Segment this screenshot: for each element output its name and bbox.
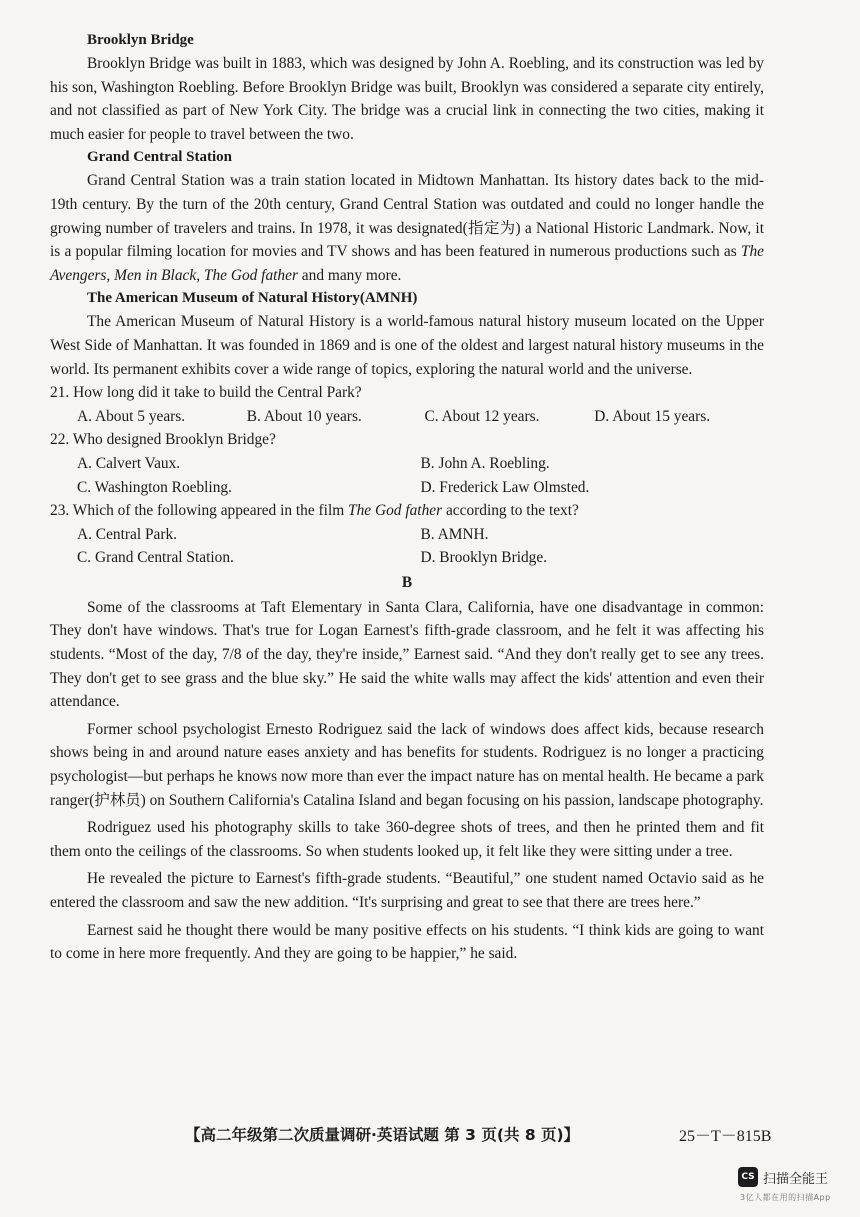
heading-brooklyn-bridge: Brooklyn Bridge <box>87 32 194 48</box>
section-b-label: B <box>401 573 413 591</box>
heading-grand-central: Grand Central Station <box>87 149 233 166</box>
paragraph-b1: Some of the classrooms at Taft Elementary in Santa Clara, California, have one disadvantage in common: They don't have windows. That's true for Logan Earnest's fifth-grade classroom, and he felt it was affecting his students. “Most of the day, 7/8 of the day, they're inside,” Earnest said. “And they don't really get to see any trees. They don't get to see grass and the blue sky.” He said the white walls may affect the kids' attention and even their attendance. <box>50 598 764 711</box>
paragraph-b2: Former school psychologist Ernesto Rodriguez said the lack of windows does affect kids, because research shows being in and around nature eases anxiety and has benefits for students. Rodriguez is no longer a practicing psychologist—but perhaps he knows now more than ever the impact nature has on mental health. He became a park ranger(护林员) on Southern California's Catalina Island and began focusing on his passion, landscape photography. <box>50 720 764 809</box>
option-d: D. Brooklyn Bridge. <box>420 549 548 567</box>
paragraph-brooklyn-bridge: Brooklyn Bridge was built in 1883, which was designed by John A. Roebling, and its construction was led by his son, Washington Roebling. Before Brooklyn Bridge was built, Brooklyn was considered a separate city entirely, and not classified as part of New York City. The bridge was a crucial link in connecting the two cities, making it much easier for people to travel between the two. <box>50 55 764 143</box>
question-options-row1 <box>50 452 764 476</box>
film-title-godfather: The God father <box>203 266 298 284</box>
paragraph-b4: He revealed the picture to Earnest's fifth-grade students. “Beautiful,” one student named Octavio said as he entered the classroom and saw the new addition. “It's surprising and great to see that there are trees here.” <box>50 870 764 911</box>
scanner-watermark <box>738 1167 828 1187</box>
question-stem-end: according to the text? <box>442 502 579 520</box>
option-b: B. About 10 years. <box>246 407 362 425</box>
page-footer <box>185 1123 785 1145</box>
question-22 <box>50 428 764 499</box>
grand-central-text: Grand Central Station was a train station located in Midtown Manhattan. Its history dates back to the mid-19th century. By the turn of the 20th century, Grand Central Station was outdated and could no longer handle the growing number of travelers and trains. In 1978, it was designated(指定为) a National Historic Landmark. Now, it is a popular filming location for movies and TV shows and has been featured in numerous productions such as <box>50 172 764 261</box>
camscanner-logo-icon: CS <box>738 1167 758 1187</box>
question-options-row2 <box>50 546 764 570</box>
scanner-app-name: 扫描全能王 <box>763 1171 829 1187</box>
question-stem: 22. Who designed Brooklyn Bridge? <box>50 431 276 449</box>
paragraph-b3: Rodriguez used his photography skills to take 360-degree shots of trees, and then he printed them and fit them onto the ceilings of the classrooms. So when students looked up, it felt like they were sitting under a tree. <box>50 819 764 860</box>
option-a: A. Central Park. <box>77 525 178 543</box>
page-content <box>50 29 764 966</box>
option-b: B. AMNH. <box>420 525 489 543</box>
paragraph-grand-central <box>50 169 764 287</box>
option-c: C. About 12 years. <box>424 407 540 425</box>
heading-amnh: The American Museum of Natural History(AMNH) <box>87 290 418 307</box>
option-c: C. Washington Roebling. <box>77 478 232 496</box>
grand-central-text-end: and many more. <box>297 266 402 284</box>
film-title-avengers: The Avengers <box>50 243 764 284</box>
option-d: D. About 15 years. <box>594 407 711 425</box>
separator: , <box>196 266 204 284</box>
film-title-godfather: The God father <box>348 502 443 520</box>
question-options-row1 <box>50 523 764 547</box>
question-stem: 21. How long did it take to build the Central Park? <box>50 384 362 402</box>
question-options <box>50 405 764 429</box>
scanner-tagline: 3亿人都在用的扫描App <box>740 1193 831 1202</box>
paragraph-amnh: The American Museum of Natural History is a world-famous natural history museum located on the Upper West Side of Manhattan. It was founded in 1869 and is one of the oldest and largest natural history museums in the world. Its permanent exhibits cover a wide range of topics, exploring the natural world and the universe. <box>50 313 764 378</box>
option-a: A. Calvert Vaux. <box>77 454 181 472</box>
separator: , <box>106 266 115 284</box>
option-a: A. About 5 years. <box>77 407 186 425</box>
option-b: B. John A. Roebling. <box>420 454 550 472</box>
question-options-row2 <box>50 476 764 500</box>
question-stem-start: 23. Which of the following appeared in the film <box>50 502 349 520</box>
film-title-men-in-black: Men in Black <box>114 266 197 284</box>
footer-label: 【高二年级第二次质量调研·英语试题 第 3 页(共 8 页)】 <box>185 1126 580 1144</box>
question-23 <box>50 499 764 570</box>
question-stem <box>50 499 764 523</box>
option-d: D. Frederick Law Olmsted. <box>420 478 590 496</box>
question-21 <box>50 381 764 428</box>
paper-code: 25－T－815B <box>679 1128 772 1145</box>
paragraph-b5: Earnest said he thought there would be many positive effects on his students. “I think kids are going to want to come in here more frequently. And they are going to be happier,” he said. <box>50 921 764 963</box>
option-c: C. Grand Central Station. <box>77 549 234 567</box>
